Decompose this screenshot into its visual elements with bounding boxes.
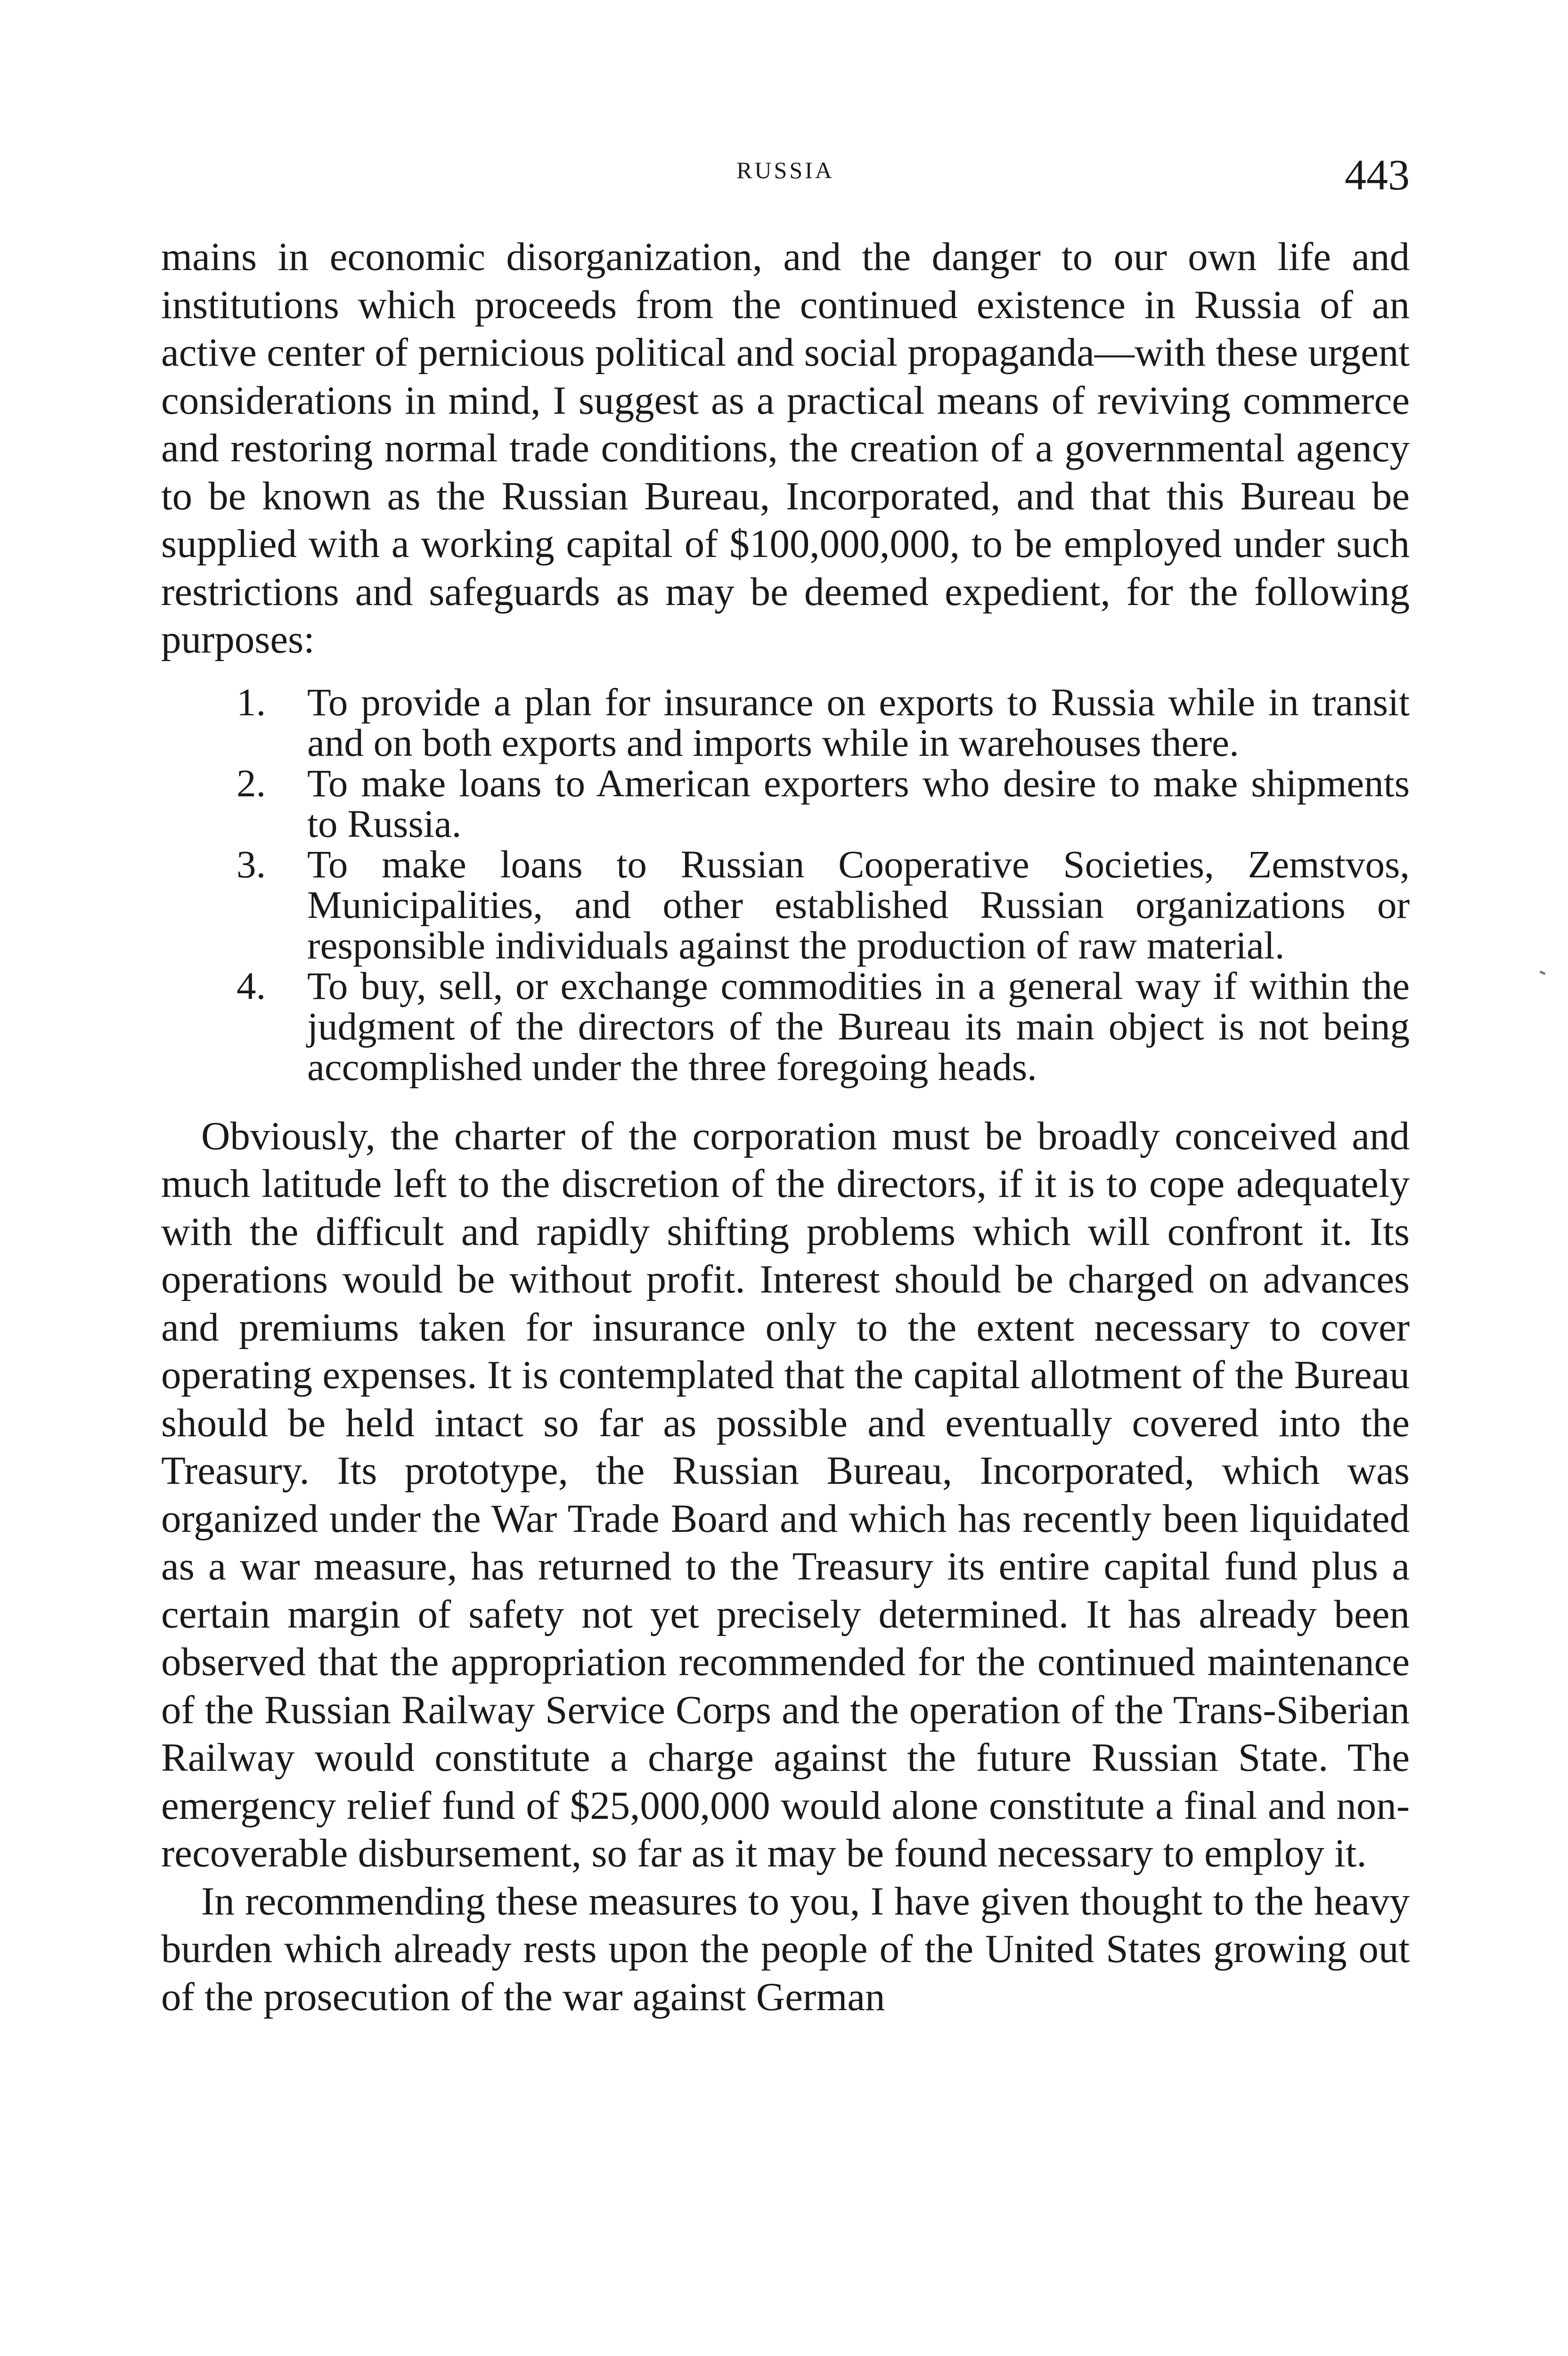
list-item-number: 1. <box>237 680 266 724</box>
list-item-number: 2. <box>237 761 266 805</box>
list-item-number: 3. <box>237 842 266 886</box>
paragraph-3: In recommending these measures to you, I have given thought to the heavy burden which already rests upon the people of the United States growing out of the prosecution of the war against German <box>161 1879 1410 2019</box>
page-number: 443 <box>1345 151 1410 199</box>
list-item-text: To provide a plan for insurance on exports to Russia while in transit and on both exports and imports while in warehouses there. <box>307 680 1410 764</box>
purposes-list <box>161 682 1410 1087</box>
paragraph-2: Obviously, the charter of the corporation must be broadly conceived and much latitude left to the discretion of the directors, if it is to cope adequately with the difficult and rapidly shifting problems which will confront it. Its operations would be without profit. Interest should be charged on advances and premiums taken for insurance only to the extent necessary to cover operating expenses. It is contemplated that the capital allotment of the Bureau should be held intact so far as possible and eventually covered into the Treasury. Its prototype, the Russian Bureau, Incorporated, which was organized under the War Trade Board and which has recently been liquidated as a war measure, has returned to the Treasury its entire capital fund plus a certain margin of safety not yet precisely determined. It has already been observed that the appropriation recommended for the continued maintenance of the Russian Railway Service Corps and the operation of the Trans-Siberian Railway would constitute a charge against the future Russian State. The emergency relief fund of $25,000,000 would alone constitute a final and non-recoverable disbursement, so far as it may be found necessary to employ it. <box>161 1113 1410 1875</box>
body-text <box>161 233 1410 2021</box>
page-header <box>161 150 1410 202</box>
paragraph-1: mains in economic disorganization, and the danger to our own life and institutions which proceeds from the continued existence in Russia of an active center of pernicious political and social propaganda—with these urgent considerations in mind, I suggest as a practical means of reviving commerce and restoring normal trade conditions, the creation of a governmental agency to be known as the Russian Bureau, Incorporated, and that this Bureau be supplied with a working capital of $100,000,000, to be employed under such restrictions and safeguards as may be deemed expedient, for the following purposes: <box>161 235 1410 662</box>
scan-speck <box>1540 971 1546 975</box>
list-item <box>161 682 1410 763</box>
list-item-text: To make loans to American exporters who desire to make shipments to Russia. <box>307 761 1410 845</box>
list-item-text: To make loans to Russian Cooperative Societies, Zemstvos, Municipalities, and other established Russian organizations or responsible individuals against the production of raw material. <box>307 842 1410 967</box>
list-item <box>161 763 1410 844</box>
list-item-number: 4. <box>237 964 266 1007</box>
list-item <box>161 965 1410 1087</box>
running-head: RUSSIA <box>736 157 834 183</box>
list-item <box>161 844 1410 965</box>
list-item-text: To buy, sell, or exchange commodities in a general way if within the judgment of the directors of the Bureau its main object is not being accomplished under the three foregoing heads. <box>307 964 1410 1088</box>
